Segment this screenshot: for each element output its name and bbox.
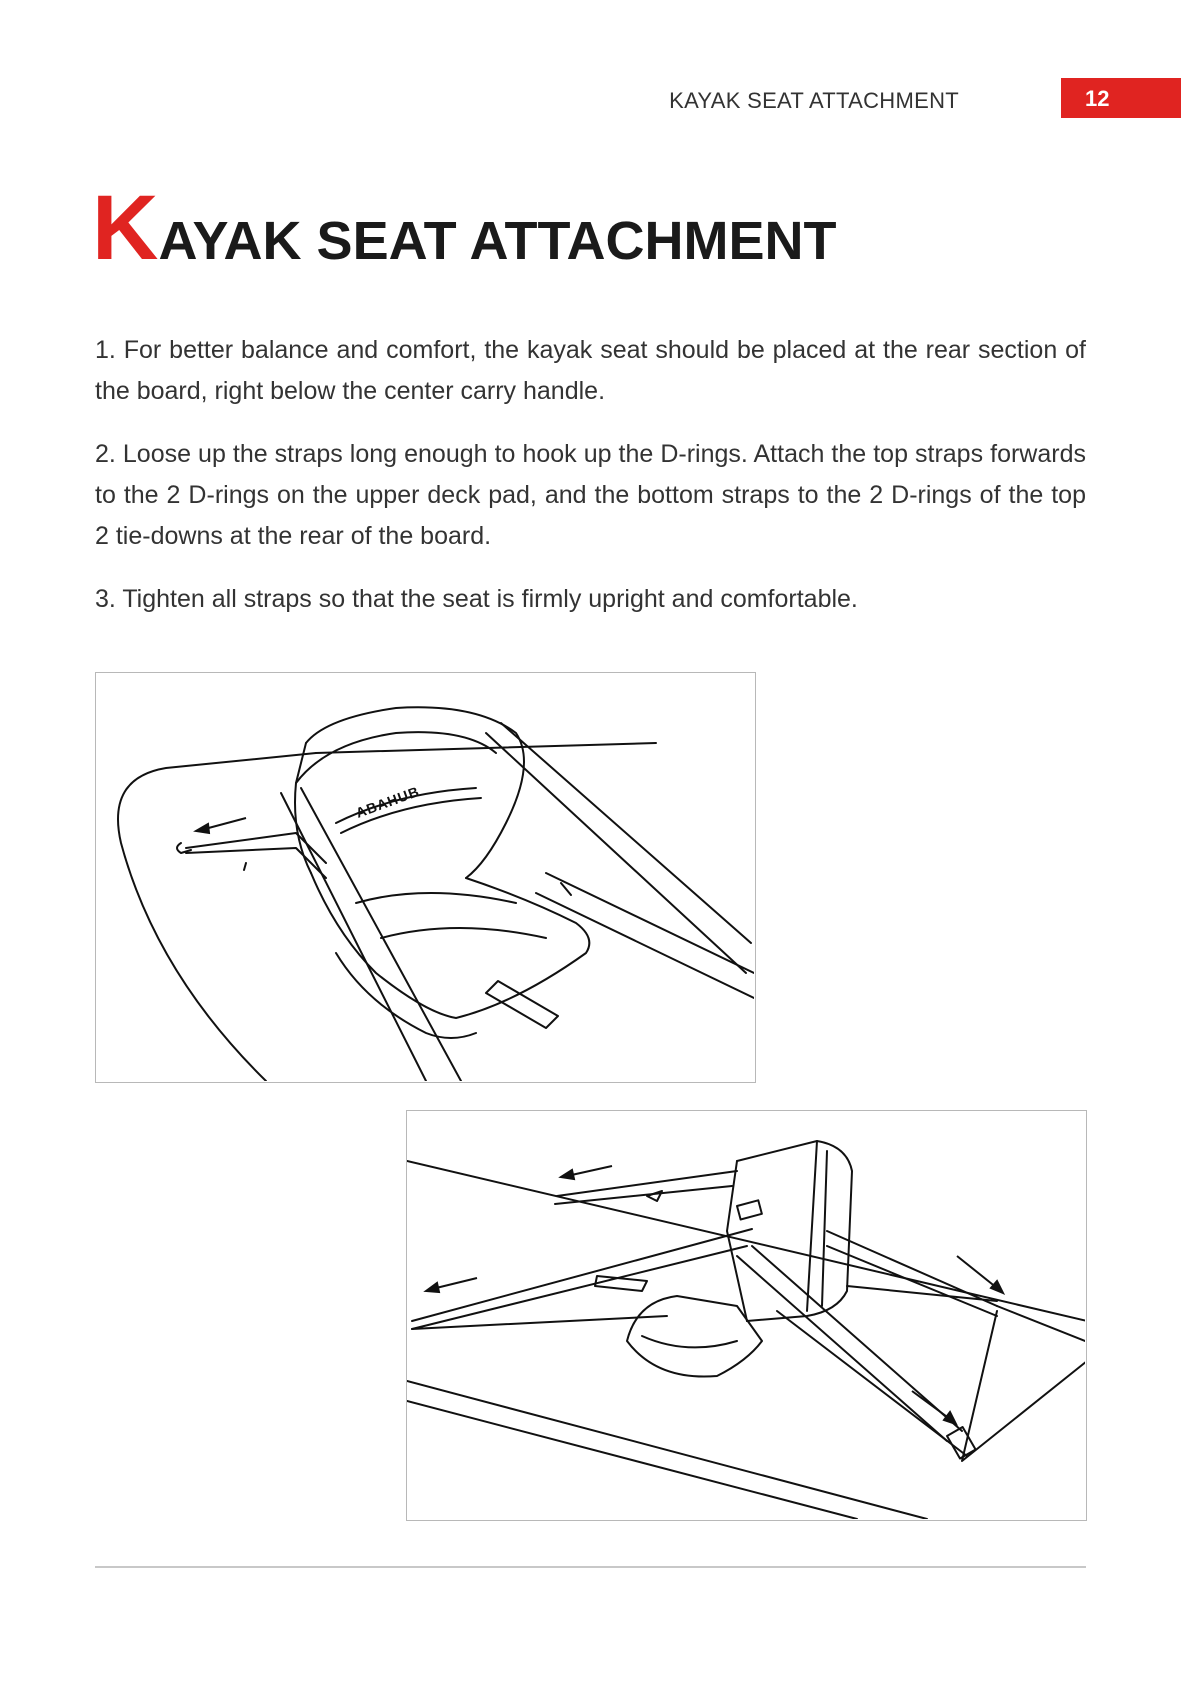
title-initial: K bbox=[92, 177, 159, 279]
step-2: 2. Loose up the straps long enough to hook up the D-rings. Attach the top straps forwards to the 2 D-rings on the upper deck pad, and the bottom straps to the 2 D-rings of the top 2 tie-downs at the rear of the board. bbox=[95, 440, 1086, 550]
title-rest: AYAK SEAT ATTACHMENT bbox=[158, 211, 837, 271]
step-3: 3. Tighten all straps so that the seat is firmly upright and comfortable. bbox=[95, 585, 858, 613]
instructions bbox=[95, 330, 1086, 642]
header-section-title: KAYAK SEAT ATTACHMENT bbox=[669, 88, 959, 113]
seat-placement-illustration bbox=[96, 673, 754, 1081]
strap-tightening-illustration bbox=[407, 1111, 1085, 1519]
page-number-badge: 12 bbox=[1061, 78, 1181, 118]
step-1: 1. For better balance and comfort, the kayak seat should be placed at the rear section of the board, right below the center carry handle. bbox=[95, 336, 1086, 405]
figure-strap-tightening bbox=[406, 1110, 1087, 1521]
figure-seat-placement bbox=[95, 672, 756, 1083]
seat-logo-text: ABAHUB bbox=[353, 782, 422, 821]
footer-rule bbox=[95, 1566, 1086, 1568]
page-title bbox=[92, 177, 837, 279]
